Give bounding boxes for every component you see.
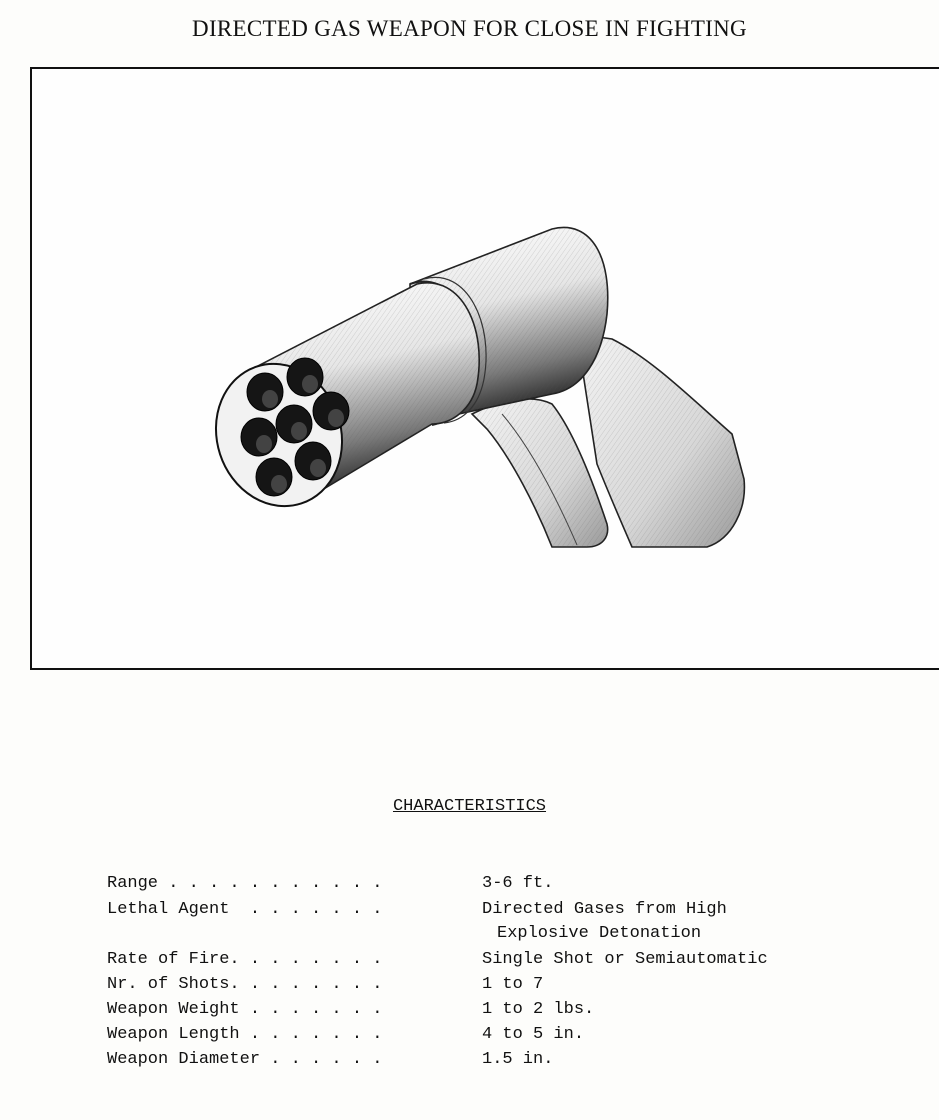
spec-label: Lethal Agent . . . . . . . [107, 900, 383, 919]
gas-weapon-drawing-icon [32, 69, 939, 668]
page-title: DIRECTED GAS WEAPON FOR CLOSE IN FIGHTING [192, 16, 747, 41]
spec-label: Weapon Length . . . . . . . [107, 1025, 383, 1044]
spec-row-weapon-diameter [107, 1048, 554, 1120]
spec-label: Weapon Weight . . . . . . . [107, 1000, 383, 1019]
spec-value: 4 to 5 in. [482, 1025, 585, 1044]
spec-label: Range . . . . . . . . . . . [107, 874, 383, 893]
spec-value: 3-6 ft. [482, 874, 554, 893]
spec-value: 1 to 7 [482, 975, 544, 994]
spec-value: Directed Gases from High [482, 900, 727, 919]
spec-value-continuation: Explosive Detonation [497, 924, 702, 943]
spec-label: Weapon Diameter . . . . . . [107, 1050, 383, 1069]
figure-frame [30, 67, 939, 670]
spec-value: 1 to 2 lbs. [482, 1000, 595, 1019]
spec-label: Nr. of Shots. . . . . . . . [107, 975, 383, 994]
characteristics-heading: CHARACTERISTICS [392, 797, 547, 816]
spec-label: Rate of Fire. . . . . . . . [107, 950, 383, 969]
spec-value: Single Shot or Semiautomatic [482, 950, 768, 969]
spec-value: 1.5 in. [482, 1050, 554, 1069]
